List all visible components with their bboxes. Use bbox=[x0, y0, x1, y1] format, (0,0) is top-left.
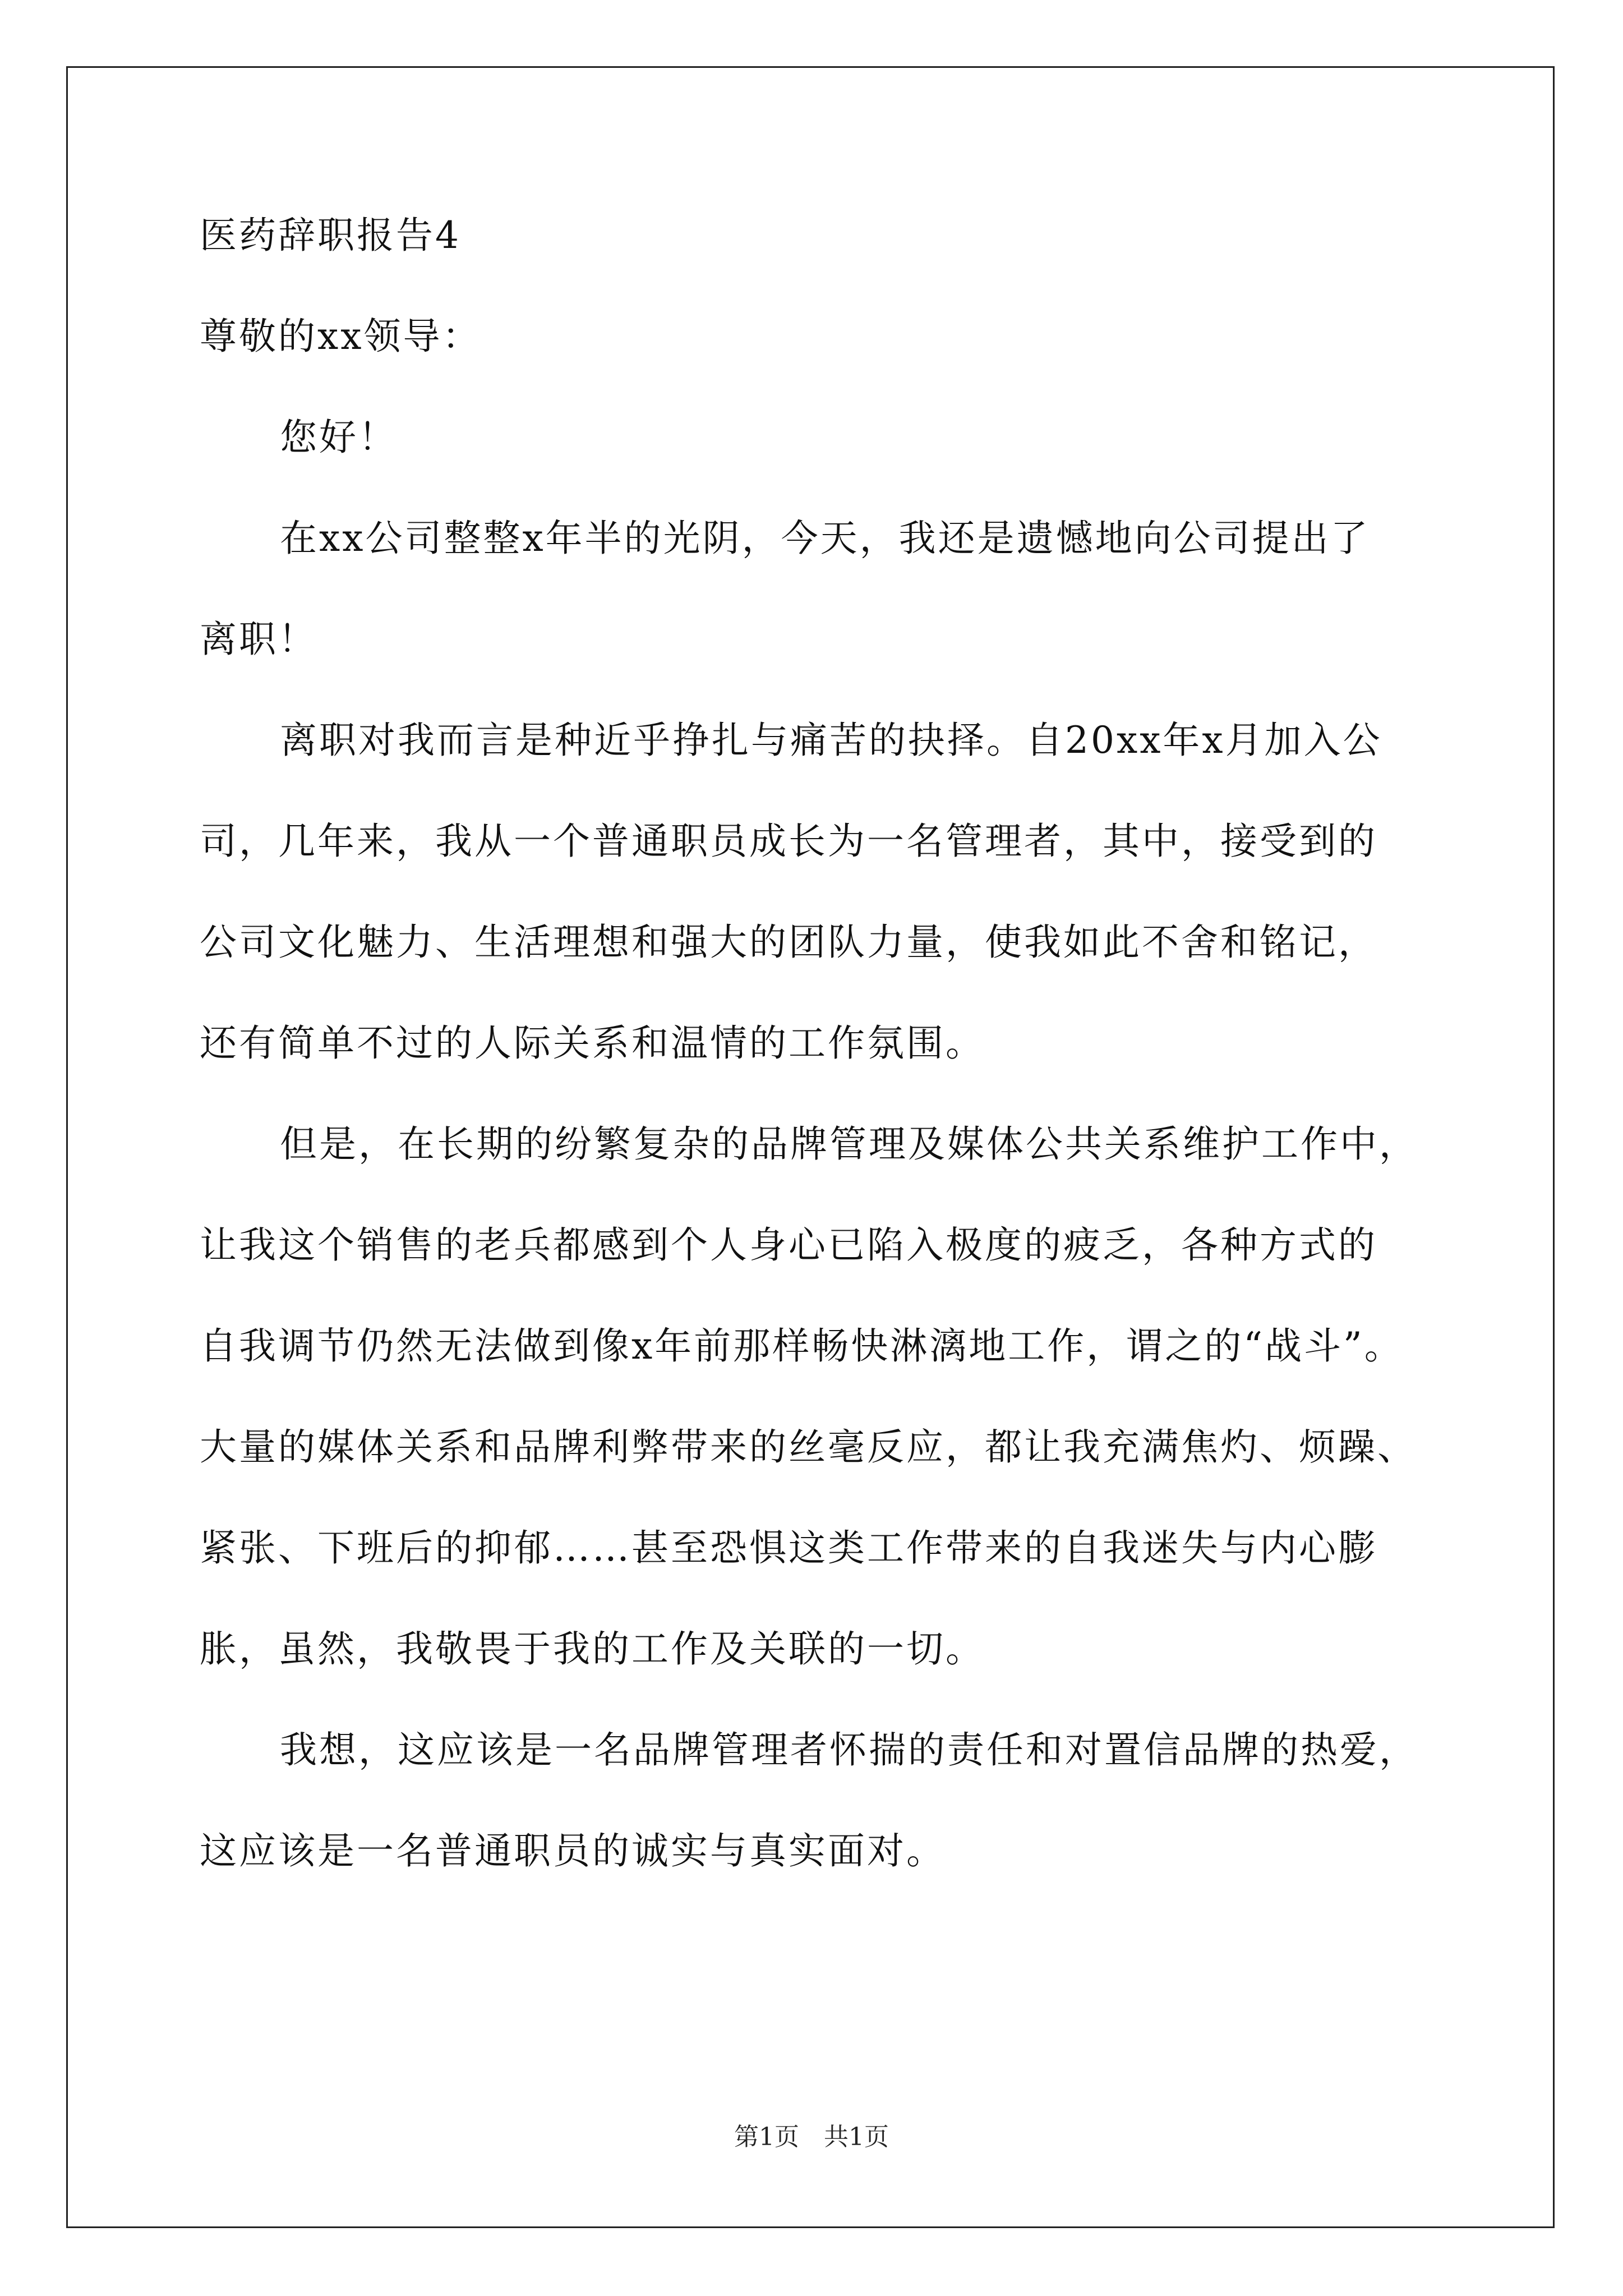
paragraph-line: 胀，虽然，我敬畏于我的工作及关联的一切。 bbox=[200, 1627, 985, 1671]
paragraph-line: 还有简单不过的人际关系和温情的工作氛围。 bbox=[200, 1022, 985, 1065]
paragraph-line: 在xx公司整整x年半的光阴，今天，我还是遗憾地向公司提出了 bbox=[280, 517, 1370, 560]
paragraph-line: 我想，这应该是一名品牌管理者怀揣的责任和对置信品牌的热爱， bbox=[280, 1728, 1418, 1772]
salutation: 尊敬的xx领导： bbox=[200, 315, 482, 358]
paragraph-line: 让我这个销售的老兵都感到个人身心已陷入极度的疲乏，各种方式的 bbox=[200, 1223, 1377, 1267]
paragraph-line: 大量的媒体关系和品牌利弊带来的丝毫反应，都让我充满焦灼、烦躁、 bbox=[200, 1425, 1417, 1469]
paragraph-line: 自我调节仍然无法做到像x年前那样畅快淋漓地工作，谓之的“战斗”。 bbox=[200, 1324, 1404, 1368]
paragraph-line: 司，几年来，我从一个普通职员成长为一名管理者，其中，接受到的 bbox=[200, 820, 1377, 863]
paragraph-line: 离职对我而言是种近乎挣扎与痛苦的抉择。自20xx年x月加入公 bbox=[280, 719, 1382, 762]
greeting: 您好！ bbox=[280, 416, 398, 459]
page-footer: 第1页 共1页 bbox=[734, 2123, 889, 2151]
paragraph-line: 离职！ bbox=[200, 618, 317, 661]
document-title: 医药辞职报告4 bbox=[200, 214, 461, 257]
paragraph-line: 紧张、下班后的抑郁……甚至恐惧这类工作带来的自我迷失与内心膨 bbox=[200, 1526, 1377, 1570]
paragraph-line: 这应该是一名普通职员的诚实与真实面对。 bbox=[200, 1829, 946, 1872]
paragraph-line: 公司文化魅力、生活理想和强大的团队力量，使我如此不舍和铭记， bbox=[200, 921, 1377, 964]
paragraph-line: 但是，在长期的纷繁复杂的品牌管理及媒体公共关系维护工作中， bbox=[280, 1122, 1418, 1166]
